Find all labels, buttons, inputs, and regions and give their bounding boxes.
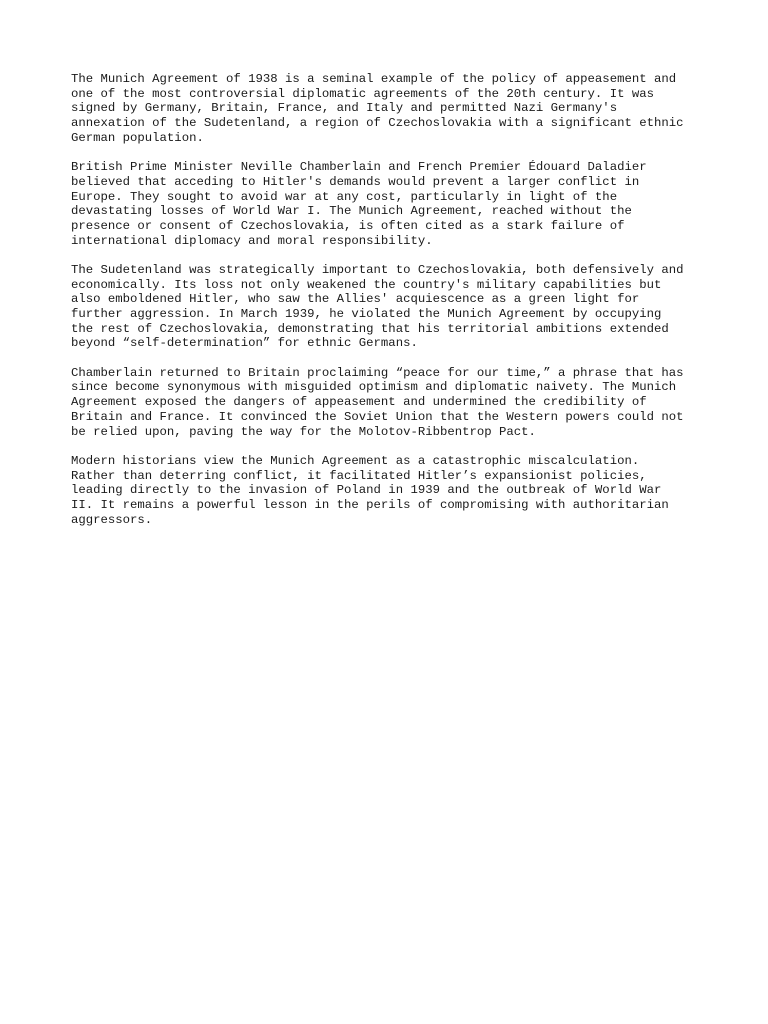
- document-body: [71, 72, 711, 542]
- paragraph-3: The Sudetenland was strategically important to Czechoslovakia, both defensively and economically. Its loss not only weakened the country's military capabilities but also emboldened Hitler, who saw the Allies' acquiescence as a green light for further aggression. In March 1939, he violated the Munich Agreement by occupying the rest of Czechoslovakia, demonstrating that his territorial ambitions extended beyond “self-determination” for ethnic Germans.: [71, 262, 684, 351]
- paragraph-2: British Prime Minister Neville Chamberlain and French Premier Édouard Daladier believed that acceding to Hitler's demands would prevent a larger conflict in Europe. They sought to avoid war at any cost, particularly in light of the devastating losses of World War I. The Munich Agreement, reached without the presence or consent of Czechoslovakia, is often cited as a stark failure of international diplomacy and moral responsibility.: [71, 160, 647, 248]
- paragraph-1: The Munich Agreement of 1938 is a seminal example of the policy of appeasement and one of the most controversial diplomatic agreements of the 20th century. It was signed by Germany, Britain, France, and Italy and permitted Nazi Germany's annexation of the Sudetenland, a region of Czechoslovakia with a significant ethnic German population.: [71, 72, 684, 145]
- paragraph-5: Modern historians view the Munich Agreement as a catastrophic miscalculation. Rather than deterring conflict, it facilitated Hitler’s expansionist policies, leading directly to the invasion of Poland in 1939 and the outbreak of World War II. It remains a powerful lesson in the perils of compromising with authoritarian aggressors.: [71, 453, 669, 527]
- paragraph-4: Chamberlain returned to Britain proclaiming “peace for our time,” a phrase that has since become synonymous with misguided optimism and diplomatic naivety. The Munich Agreement exposed the dangers of appeasement and undermined the credibility of Britain and France. It convinced the Soviet Union that the Western powers could not be relied upon, paving the way for the Molotov-Ribbentrop Pact.: [71, 365, 684, 439]
